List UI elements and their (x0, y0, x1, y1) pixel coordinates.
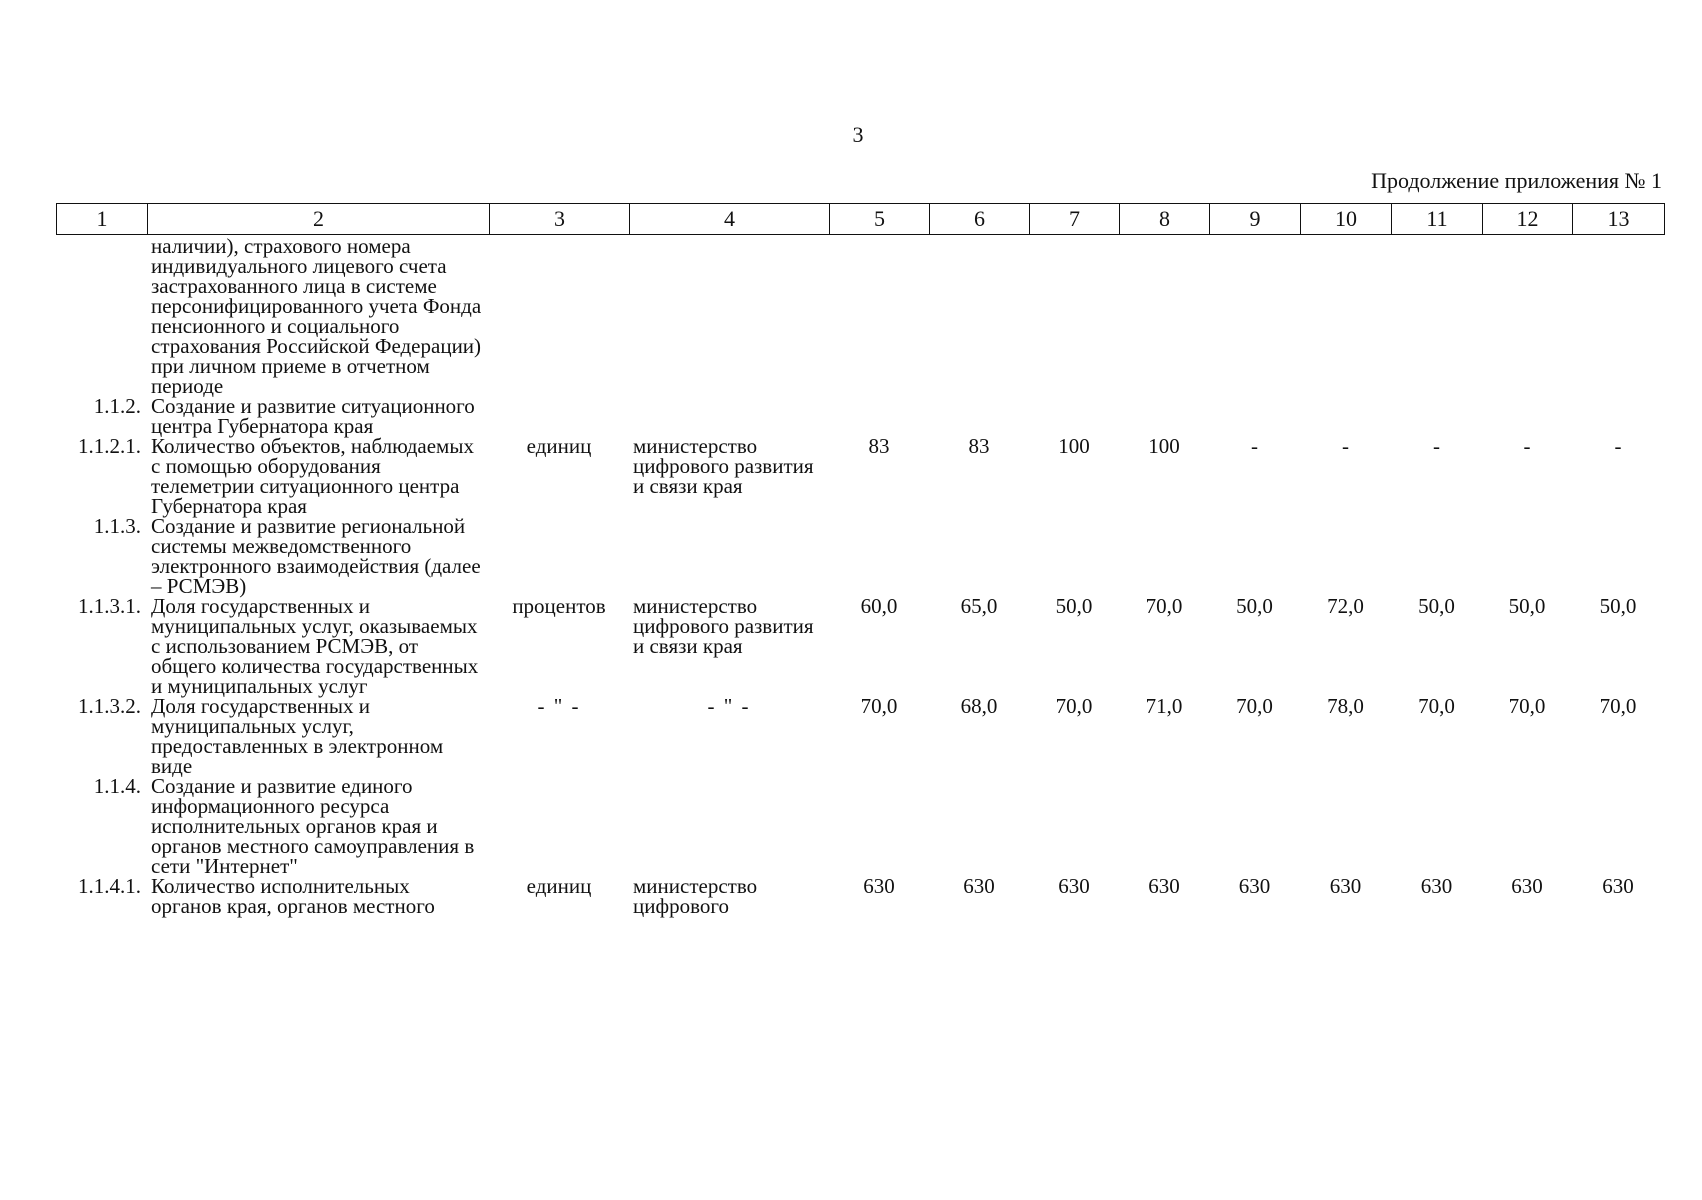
value-cell (1119, 776, 1209, 876)
column-header: 13 (1573, 204, 1665, 235)
responsible-cell (629, 236, 829, 396)
value-cell (1572, 516, 1664, 596)
table-row (56, 596, 1664, 696)
value-cell: 70,0 (1418, 694, 1455, 718)
value-cell (1391, 396, 1482, 436)
value-cell: 70,0 (1055, 694, 1093, 718)
column-header: 3 (490, 204, 630, 235)
column-header: 8 (1120, 204, 1210, 235)
row-number: 1.1.2. (93, 394, 141, 418)
value-cell (1029, 516, 1119, 596)
responsible-cell: министерство цифрового развития и связи края (633, 434, 814, 498)
value-cell: 630 (863, 874, 895, 898)
value-cell (1482, 396, 1572, 436)
value-cell: 70,0 (1599, 694, 1637, 718)
indicator-name: наличии), страхового номера индивидуального лицевого счета застрахованного лица в системе персонифицированного учета Фонда пенсионного и социального страхования Российской Федерации) при личном приеме в отчетном периоде (151, 234, 482, 398)
column-header-row (57, 204, 1665, 235)
indicator-name: Количество исполнительных органов края, органов местного (151, 874, 435, 918)
table-row (56, 776, 1664, 876)
value-cell: 65,0 (960, 594, 998, 618)
value-cell: 70,0 (1508, 694, 1546, 718)
value-cell (1300, 776, 1391, 876)
unit-cell: процентов (512, 594, 606, 618)
table-row (56, 236, 1664, 396)
continuation-label: Продолжение приложения № 1 (1371, 168, 1662, 193)
value-cell: 50,0 (1418, 594, 1455, 618)
value-cell: 71,0 (1145, 694, 1183, 718)
row-number: 1.1.2.1. (78, 434, 141, 458)
column-header: 4 (630, 204, 830, 235)
indicator-table (56, 236, 1664, 916)
value-cell (1209, 776, 1300, 876)
value-cell (1029, 396, 1119, 436)
value-cell: - (1523, 434, 1531, 458)
column-header: 10 (1301, 204, 1392, 235)
value-cell (1572, 396, 1664, 436)
value-cell: 100 (1058, 434, 1090, 458)
value-cell (929, 236, 1029, 396)
indicator-name: Доля государственных и муниципальных услуг, предоставленных в электронном виде (151, 694, 444, 778)
unit-cell (489, 396, 629, 436)
value-cell: 70,0 (1145, 594, 1183, 618)
value-cell (1029, 236, 1119, 396)
indicator-name: Создание и развитие региональной системы межведомственного электронного взаимодействия (далее – РСМЭВ) (151, 514, 481, 598)
value-cell (1300, 516, 1391, 596)
value-cell (1119, 396, 1209, 436)
value-cell: 100 (1148, 434, 1180, 458)
value-cell (1482, 516, 1572, 596)
value-cell: - (1433, 434, 1440, 458)
table-row (56, 696, 1664, 776)
column-header-table (56, 203, 1665, 235)
value-cell (1119, 516, 1209, 596)
value-cell (1300, 396, 1391, 436)
table-row (56, 876, 1664, 916)
unit-cell (489, 516, 629, 596)
value-cell (829, 236, 929, 396)
value-cell (1300, 236, 1391, 396)
value-cell (829, 776, 929, 876)
responsible-cell (629, 776, 829, 876)
value-cell (1029, 776, 1119, 876)
unit-cell (489, 776, 629, 876)
column-header: 7 (1030, 204, 1120, 235)
table-row (56, 396, 1664, 436)
value-cell (1482, 776, 1572, 876)
value-cell: 50,0 (1508, 594, 1546, 618)
row-number: 1.1.3.2. (78, 694, 141, 718)
responsible-cell: министерство цифрового развития и связи края (633, 594, 814, 658)
value-cell: 630 (1420, 874, 1453, 898)
row-number: 1.1.3. (93, 514, 141, 538)
row-number: 1.1.3.1. (78, 594, 141, 618)
value-cell: 83 (968, 434, 990, 458)
value-cell (929, 516, 1029, 596)
value-cell: - (1614, 434, 1622, 458)
value-cell: 630 (1511, 874, 1543, 898)
indicator-name: Создание и развитие ситуационного центра Губернатора края (151, 394, 475, 438)
row-number: 1.1.4.1. (78, 874, 141, 898)
value-cell (1391, 236, 1482, 396)
indicator-name: Создание и развитие единого информационного ресурса исполнительных органов края и органов местного самоуправления в сети "Интернет" (151, 774, 475, 878)
value-cell (1209, 236, 1300, 396)
value-cell: 72,0 (1327, 594, 1364, 618)
value-cell (829, 516, 929, 596)
value-cell: - (1342, 434, 1349, 458)
value-cell: 630 (1148, 874, 1180, 898)
value-cell: 70,0 (1236, 694, 1273, 718)
value-cell: 50,0 (1236, 594, 1273, 618)
value-cell (929, 776, 1029, 876)
value-cell: 60,0 (860, 594, 898, 618)
column-header: 6 (930, 204, 1030, 235)
value-cell: 68,0 (960, 694, 998, 718)
value-cell: 630 (1329, 874, 1362, 898)
value-cell (1391, 776, 1482, 876)
value-cell (829, 396, 929, 436)
column-header: 2 (148, 204, 490, 235)
unit-cell: единиц (526, 874, 592, 898)
table-row (56, 516, 1664, 596)
page-number: 3 (852, 122, 864, 147)
responsible-cell (629, 516, 829, 596)
value-cell: 630 (963, 874, 995, 898)
value-cell (1119, 236, 1209, 396)
value-cell (1209, 516, 1300, 596)
unit-cell: единиц (526, 434, 592, 458)
unit-cell (489, 236, 629, 396)
value-cell (1572, 236, 1664, 396)
value-cell (1572, 776, 1664, 876)
value-cell: 78,0 (1327, 694, 1364, 718)
column-header: 12 (1483, 204, 1573, 235)
column-header: 5 (830, 204, 930, 235)
value-cell: 70,0 (860, 694, 898, 718)
responsible-cell (629, 396, 829, 436)
value-cell: 630 (1058, 874, 1090, 898)
indicator-name: Количество объектов, наблюдаемых с помощью оборудования телеметрии ситуационного центра Губернатора края (151, 434, 474, 518)
row-number (56, 236, 147, 396)
value-cell: 630 (1238, 874, 1271, 898)
row-number: 1.1.4. (93, 774, 141, 798)
column-header: 9 (1210, 204, 1301, 235)
value-cell (929, 396, 1029, 436)
responsible-cell: министерство цифрового (633, 874, 758, 918)
value-cell: 83 (868, 434, 890, 458)
column-header: 11 (1392, 204, 1483, 235)
value-cell: 50,0 (1055, 594, 1093, 618)
value-cell: 630 (1602, 874, 1634, 898)
responsible-cell: - " - (707, 694, 751, 718)
unit-cell: - " - (537, 694, 581, 718)
value-cell: 50,0 (1599, 594, 1637, 618)
value-cell (1391, 516, 1482, 596)
column-header: 1 (57, 204, 148, 235)
table-row (56, 436, 1664, 516)
value-cell: - (1251, 434, 1258, 458)
indicator-name: Доля государственных и муниципальных услуг, оказываемых с использованием РСМЭВ, от общего количества государственных и муниципальных услуг (151, 594, 479, 698)
value-cell (1209, 396, 1300, 436)
value-cell (1482, 236, 1572, 396)
